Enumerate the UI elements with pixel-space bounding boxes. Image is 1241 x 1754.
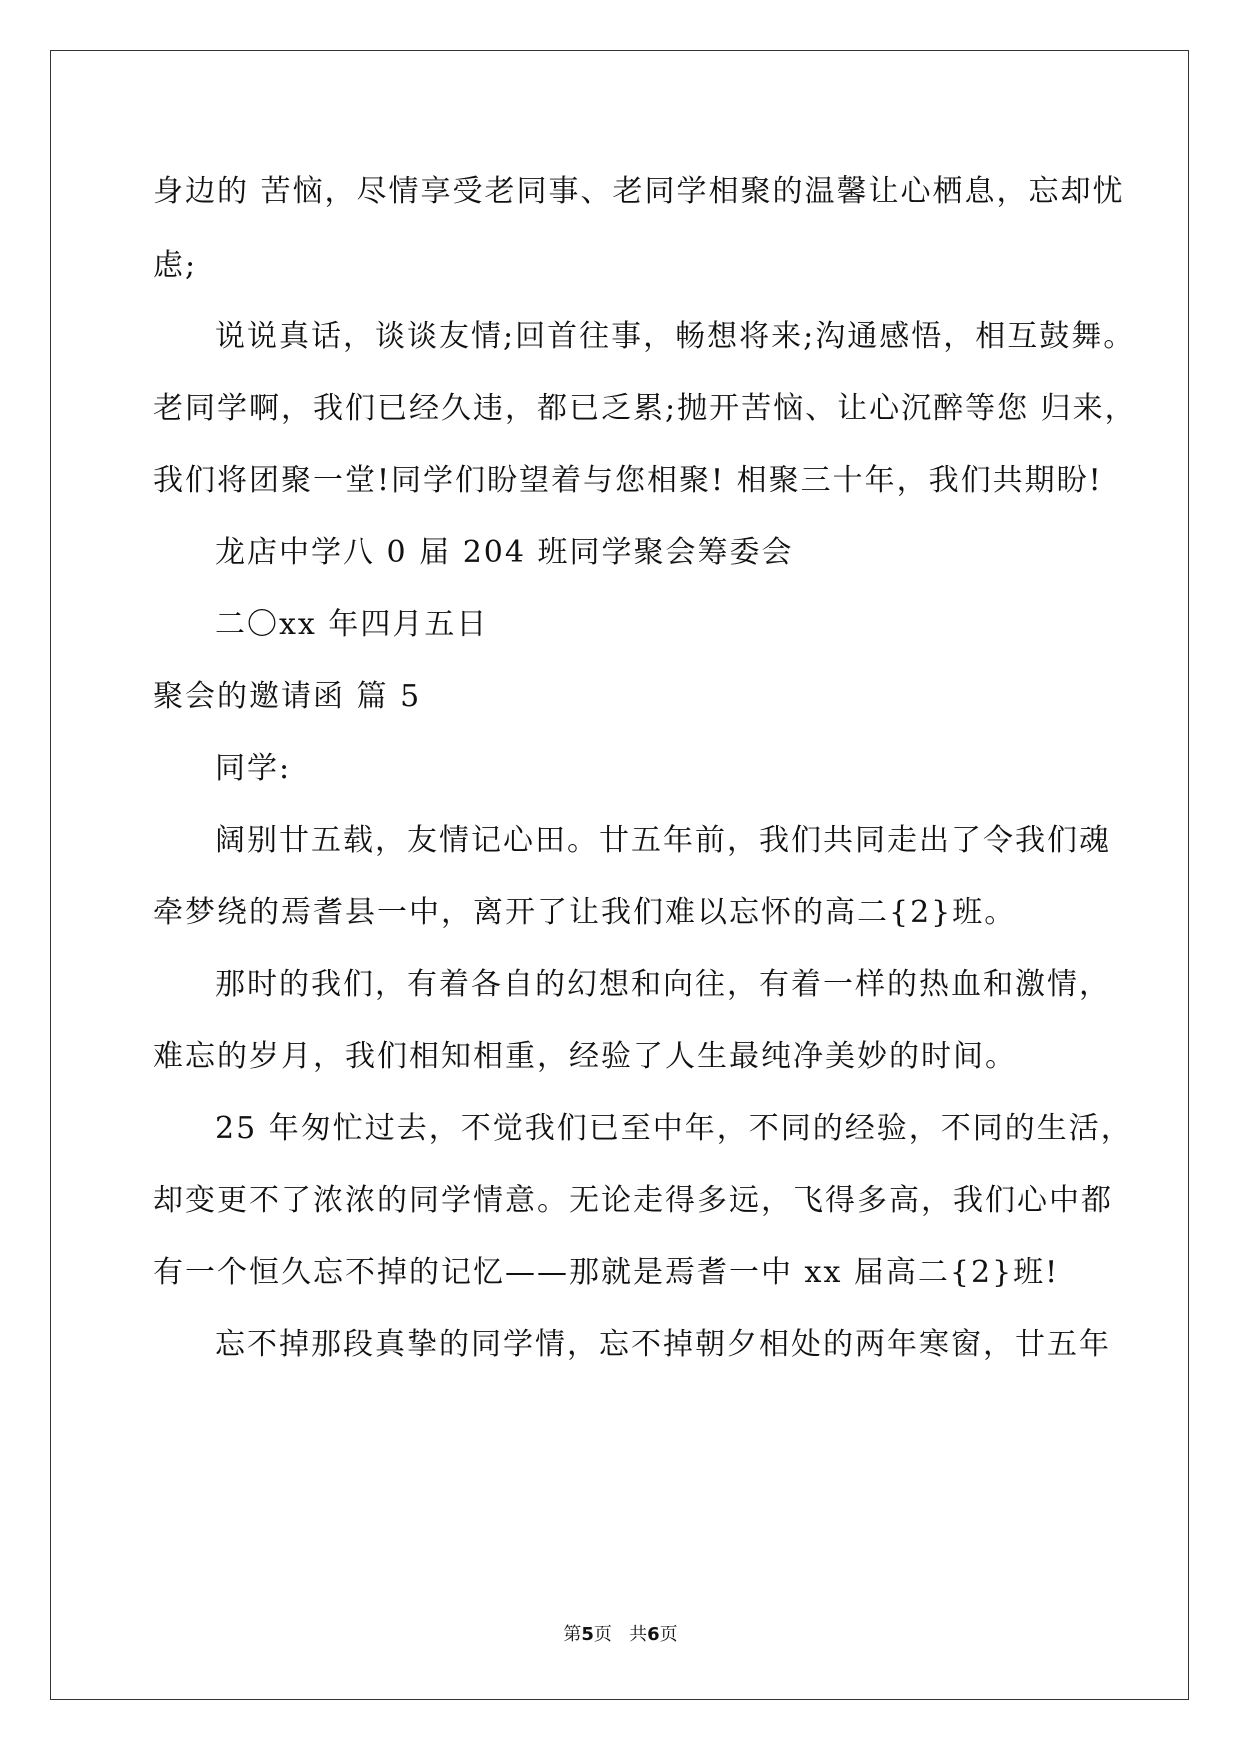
salutation: 同学: xyxy=(215,751,292,786)
body-line-6: 阔别廿五载，友情记心田。廿五年前，我们共同走出了令我们魂 xyxy=(215,823,1111,858)
body-line-8: 那时的我们，有着各自的幻想和向往，有着一样的热血和激情， xyxy=(215,967,1111,1002)
body-line-12: 有一个恒久忘不掉的记忆——那就是焉耆一中 xx 届高二{2}班! xyxy=(153,1255,1060,1290)
section-heading: 聚会的邀请函 篇 5 xyxy=(153,679,422,714)
body-line-3: 说说真话，谈谈友情;回首往事，畅想将来;沟通感悟，相互鼓舞。 xyxy=(215,319,1136,354)
page-border xyxy=(50,50,1189,1700)
body-line-7: 牵梦绕的焉耆县一中，离开了让我们难以忘怀的高二{2}班。 xyxy=(153,895,1017,930)
footer-suffix: 页 xyxy=(659,1624,678,1645)
footer-middle: 页 共 xyxy=(593,1624,648,1645)
body-line-11: 却变更不了浓浓的同学情意。无论走得多远，飞得多高，我们心中都 xyxy=(153,1183,1113,1218)
body-line-2: 虑; xyxy=(153,248,198,283)
footer-prefix: 第 xyxy=(563,1624,582,1645)
body-line-4: 老同学啊，我们已经久违，都已乏累;抛开苦恼、让心沉醉等您 归来， xyxy=(153,391,1137,426)
body-line-10: 25 年匆忙过去，不觉我们已至中年，不同的经验，不同的生活， xyxy=(215,1111,1133,1146)
signature-committee: 龙店中学八 0 届 204 班同学聚会筹委会 xyxy=(215,535,794,570)
signature-date: 二〇xx 年四月五日 xyxy=(215,607,489,642)
body-line-13: 忘不掉那段真挚的同学情，忘不掉朝夕相处的两年寒窗，廿五年 xyxy=(215,1327,1111,1362)
page-footer xyxy=(0,1620,1241,1646)
body-line-9: 难忘的岁月，我们相知相重，经验了人生最纯净美妙的时间。 xyxy=(153,1039,1017,1074)
footer-total-pages: 6 xyxy=(647,1624,660,1645)
body-line-5: 我们将团聚一堂!同学们盼望着与您相聚! 相聚三十年，我们共期盼! xyxy=(153,463,1103,498)
body-line-1: 身边的 苦恼，尽情享受老同事、老同学相聚的温馨让心栖息，忘却忧 xyxy=(153,174,1125,209)
footer-current-page: 5 xyxy=(581,1624,594,1645)
